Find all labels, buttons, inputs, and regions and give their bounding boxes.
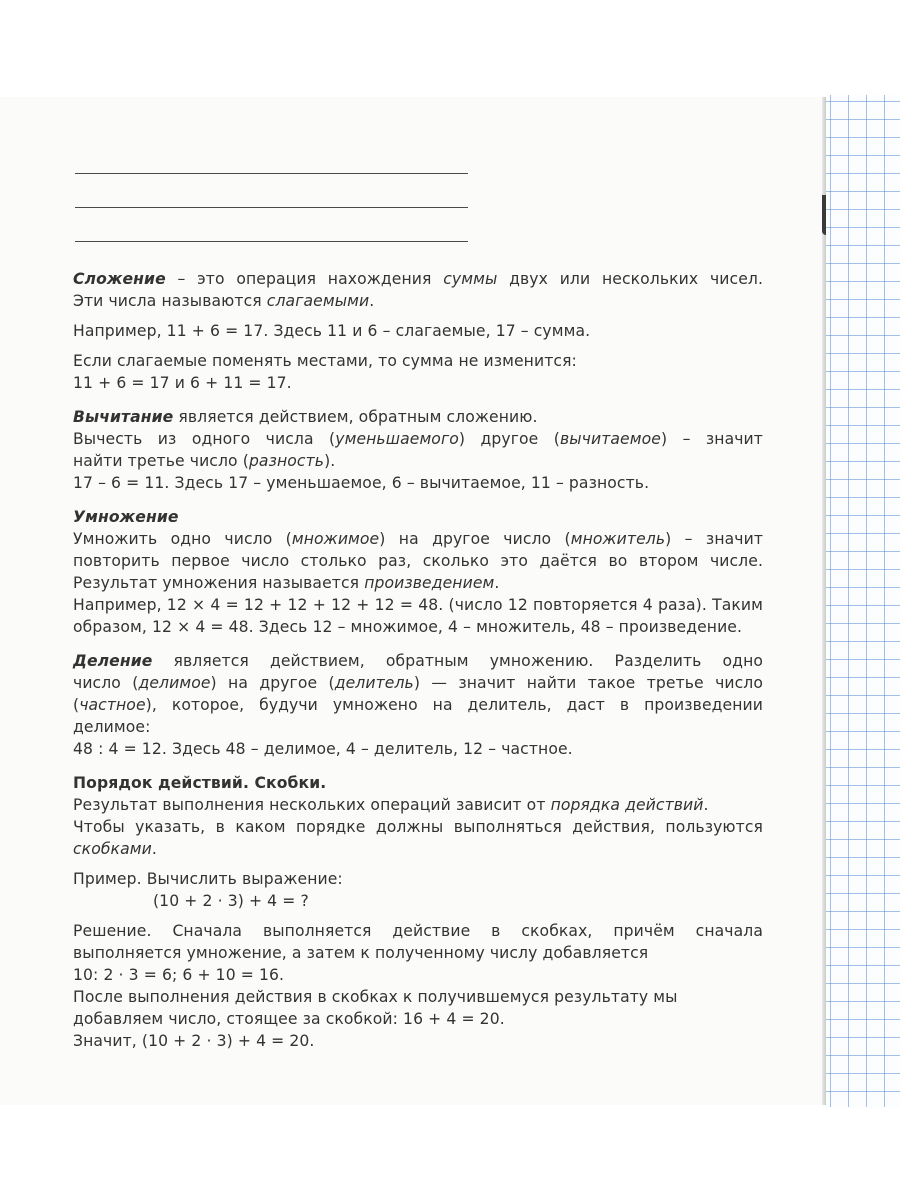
division-definition: Деление является действием, обратным умножению. Разделить одно bbox=[73, 652, 763, 670]
division-definition-end: делимое: bbox=[73, 718, 151, 736]
theory-text bbox=[73, 268, 763, 1052]
order-text-cont: Чтобы указать, в каком порядке должны выполняться действия, пользуются bbox=[73, 818, 763, 836]
solution-text-cont3: добавляем число, стоящее за скобкой: 16 + 4 = 20. bbox=[73, 1010, 505, 1028]
solution-calc: 10: 2 · 3 = 6; 6 + 10 = 16. bbox=[73, 966, 285, 984]
subtraction-example: 17 – 6 = 11. Здесь 17 – уменьшаемое, 6 – вычитаемое, 11 – разность. bbox=[73, 474, 650, 492]
multiplication-example-cont: образом, 12 × 4 = 48. Здесь 12 – множимое, 4 – множитель, 48 – произведение. bbox=[73, 618, 743, 636]
solution-text-cont2: После выполнения действия в скобках к получившемуся результату мы bbox=[73, 988, 678, 1006]
addition-rule: Если слагаемые поменять местами, то сумма не изменится: bbox=[73, 352, 577, 370]
grid-paper-edge bbox=[826, 95, 900, 1107]
subtraction-definition: Вычитание является действием, обратным сложению. bbox=[73, 408, 538, 426]
blank-writing-line bbox=[75, 173, 468, 174]
order-text-end: скобками. bbox=[73, 840, 157, 858]
division-definition-cont: число (делимое) на другое (делитель) — значит найти такое третье число bbox=[73, 674, 764, 692]
multiplication-result: Результат умножения называется произведением. bbox=[73, 574, 500, 592]
addition-definition: Сложение – это операция нахождения суммы двух или нескольких чисел. bbox=[73, 270, 764, 288]
order-title: Порядок действий. Скобки. bbox=[73, 774, 327, 792]
blank-writing-line bbox=[75, 207, 468, 208]
example-label: Пример. Вычислить выражение: bbox=[73, 870, 343, 888]
solution-text-cont: выполняется умножение, а затем к полученному числу добавляется bbox=[73, 944, 649, 962]
order-text: Результат выполнения нескольких операций зависит от порядка действий. bbox=[73, 796, 709, 814]
multiplication-example: Например, 12 × 4 = 12 + 12 + 12 + 12 = 48. (число 12 повторяется 4 раза). Таким bbox=[73, 596, 763, 614]
example-expression: (10 + 2 · 3) + 4 = ? bbox=[153, 892, 309, 910]
subtraction-explanation-cont: найти третье число (разность). bbox=[73, 452, 336, 470]
multiplication-definition-cont: повторить первое число столько раз, сколько это даётся во втором числе. bbox=[73, 552, 763, 570]
multiplication-definition: Умножить одно число (множимое) на другое число (множитель) – значит bbox=[73, 530, 764, 548]
division-definition-cont2: (частное), которое, будучи умножено на делитель, даст в произведении bbox=[73, 696, 763, 714]
subtraction-explanation: Вычесть из одного числа (уменьшаемого) другое (вычитаемое) – значит bbox=[73, 430, 763, 448]
blank-writing-line bbox=[75, 241, 468, 242]
solution-text: Решение. Сначала выполняется действие в скобках, причём сначала bbox=[73, 922, 763, 940]
solution-answer: Значит, (10 + 2 · 3) + 4 = 20. bbox=[73, 1032, 315, 1050]
multiplication-title: Умножение bbox=[73, 508, 179, 526]
addition-example: Например, 11 + 6 = 17. Здесь 11 и 6 – слагаемые, 17 – сумма. bbox=[73, 322, 591, 340]
addition-rule-example: 11 + 6 = 17 и 6 + 11 = 17. bbox=[73, 374, 292, 392]
addition-definition-cont: Эти числа называются слагаемыми. bbox=[73, 292, 375, 310]
division-example: 48 : 4 = 12. Здесь 48 – делимое, 4 – делитель, 12 – частное. bbox=[73, 740, 573, 758]
